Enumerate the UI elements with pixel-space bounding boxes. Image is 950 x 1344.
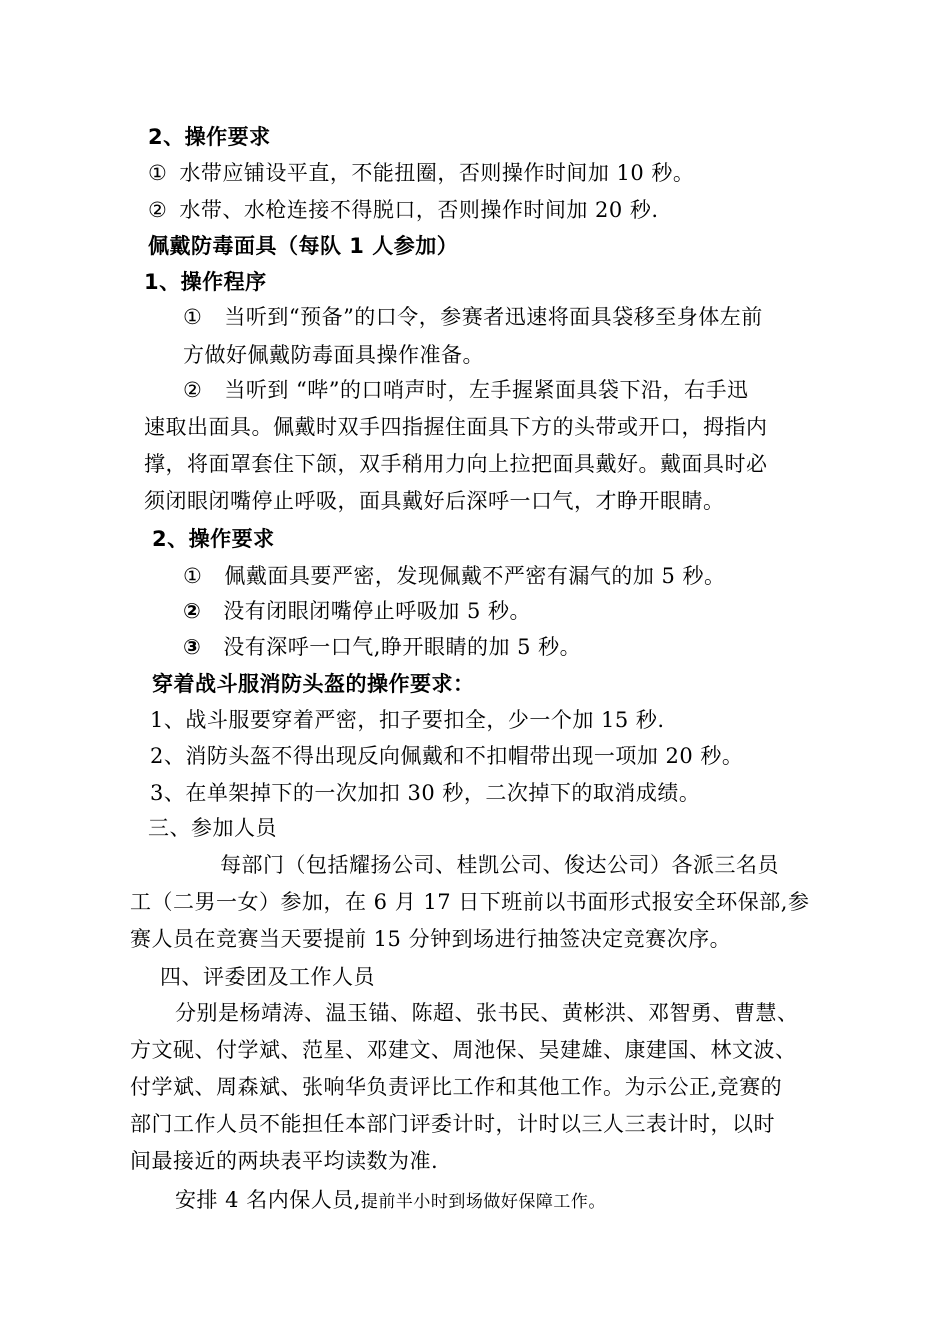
circled-number-2: ② [148,198,168,222]
gas-mask-requirement-2-text: 没有闭眼闭嘴停止呼吸加 5 秒。 [223,599,531,623]
hose-requirement-2 [148,195,659,225]
circled-number-1: ① [148,161,168,185]
gas-mask-requirements-heading: 2、操作要求 [152,527,275,551]
gas-mask-procedure-2-cont-1: 速取出面具。佩戴时双手四指握住面具下方的头带或开口，拇指内 [144,415,768,439]
hose-requirement-2-text: 水带、水枪连接不得脱口，否则操作时间加 20 秒. [179,198,659,222]
judges-paragraph-line-3: 付学斌、周森斌、张响华负责评比工作和其他工作。为示公正,竞赛的 [130,1075,783,1099]
participants-paragraph-line-2: 工（二男一女）参加，在 6 月 17 日下班前以书面形式报安全环保部,参 [130,890,810,914]
gas-mask-procedure-2-text: 当听到 “哔”的口哨声时，左手握紧面具袋下沿，右手迅 [224,378,749,402]
circled-number-2: ② [183,378,203,402]
combat-suit-item-2: 2、消防头盔不得出现反向佩戴和不扣帽带出现一项加 20 秒。 [150,744,744,768]
circled-number-3: ③ [183,635,202,659]
gas-mask-procedure-2-cont-3: 须闭眼闭嘴停止呼吸，面具戴好后深呼一口气，才睁开眼睛。 [144,489,725,513]
gas-mask-procedure-1-text: 当听到“预备”的口令，参赛者迅速将面具袋移至身体左前 [224,305,763,329]
participants-heading: 三、参加人员 [148,816,277,840]
gas-mask-procedure-2-cont-2: 撑，将面罩套住下颌，双手稍用力向上拉把面具戴好。戴面具时必 [144,452,768,476]
gas-mask-section-title: 佩戴防毒面具（每队 1 人参加） [148,234,459,258]
gas-mask-requirement-3 [183,632,581,662]
gas-mask-procedure-1 [183,302,763,332]
participants-paragraph-line-3: 赛人员在竞赛当天要提前 15 分钟到场进行抽签决定竞赛次序。 [130,927,732,951]
judges-paragraph-line-5: 间最接近的两块表平均读数为准. [130,1149,439,1173]
judges-paragraph-line-1: 分别是杨靖涛、温玉锚、陈超、张书民、黄彬洪、邓智勇、曹慧、 [175,1001,799,1025]
hose-requirement-1 [148,158,694,188]
combat-suit-section-title: 穿着战斗服消防头盔的操作要求： [152,672,475,696]
hose-requirements-heading: 2、操作要求 [148,125,271,149]
circled-number-1: ① [183,564,203,588]
gas-mask-requirement-2 [183,596,531,626]
security-arrangement-small: 提前半小时到场做好保障工作。 [360,1192,606,1212]
circled-number-2: ② [183,599,202,623]
gas-mask-procedure-heading: 1、操作程序 [144,270,267,294]
combat-suit-item-1: 1、战斗服要穿着严密，扣子要扣全，少一个加 15 秒. [150,708,665,732]
combat-suit-item-3: 3、在单架掉下的一次加扣 30 秒，二次掉下的取消成绩。 [150,781,701,805]
circled-number-1: ① [183,305,203,329]
security-arrangement [175,1185,606,1217]
gas-mask-requirement-1-text: 佩戴面具要严密，发现佩戴不严密有漏气的加 5 秒。 [224,564,726,588]
gas-mask-procedure-2 [183,375,748,405]
judges-paragraph-line-2: 方文砚、付学斌、范星、邓建文、周池保、吴建雄、康建国、林文波、 [130,1038,797,1062]
hose-requirement-1-text: 水带应铺设平直，不能扭圈，否则操作时间加 10 秒。 [179,161,695,185]
judges-heading: 四、评委团及工作人员 [160,965,375,989]
judges-paragraph-line-4: 部门工作人员不能担任本部门评委计时，计时以三人三表计时，以时 [130,1112,775,1136]
participants-paragraph-line-1: 每部门（包括耀扬公司、桂凯公司、俊达公司）各派三名员 [220,853,779,877]
security-arrangement-main: 安排 4 名内保人员, [175,1188,361,1212]
gas-mask-requirement-3-text: 没有深呼一口气,睁开眼睛的加 5 秒。 [223,635,582,659]
gas-mask-procedure-1-cont: 方做好佩戴防毒面具操作准备。 [183,343,484,367]
gas-mask-requirement-1 [183,561,726,591]
